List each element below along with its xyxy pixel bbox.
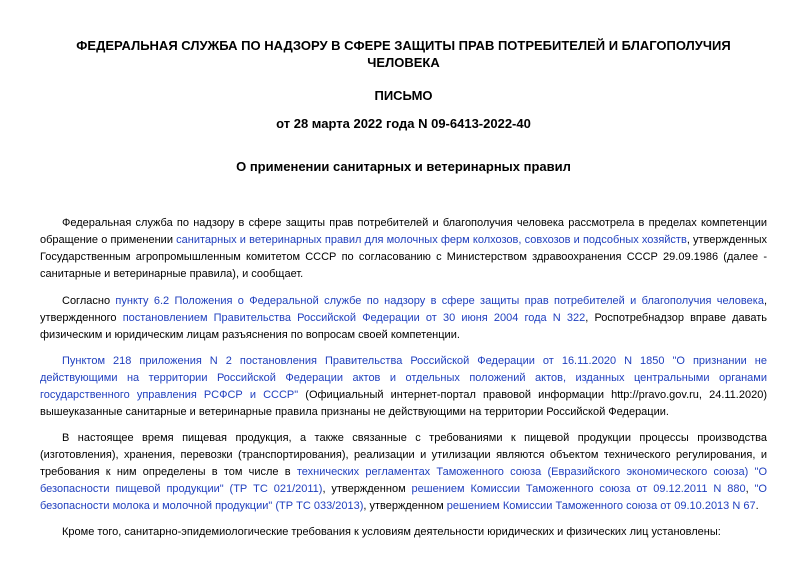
paragraph-2 <box>40 293 767 344</box>
milk-safety-regulation-link[interactable]: "О безопасности молока и молочной продукции" (ТР ТС 033/2013) <box>40 483 767 512</box>
decision-880-link[interactable]: решением Комиссии Таможенного союза от 09.12.2011 N 880 <box>411 483 746 495</box>
paragraph-4 <box>40 430 767 515</box>
paragraph-5 <box>40 524 767 541</box>
p4-text-2: , утвержденном <box>322 483 412 495</box>
document-type: ПИСЬМО <box>374 88 433 103</box>
food-safety-regulation-link[interactable]: технических регламентах Таможенного союза (Евразийского экономического союза) "О безопасности пищевой продукции" (ТР ТС 021/2011) <box>40 466 767 495</box>
p2-text-3: , Роспотребнадзор вправе давать физическим и юридическим лицам разъяснения по вопросам своей компетенции. <box>40 312 767 341</box>
decision-67-link[interactable]: решением Комиссии Таможенного союза от 09.10.2013 N 67 <box>446 500 756 512</box>
document-date: от 28 марта 2022 года N 09-6413-2022-40 <box>276 116 531 131</box>
government-resolution-link[interactable]: постановлением Правительства Российской Федерации от 30 июня 2004 года N 322 <box>122 312 586 324</box>
p4-text-3: , <box>745 483 755 495</box>
paragraph-1 <box>40 215 767 283</box>
p1-text-1: Федеральная служба по надзору в сфере защиты прав потребителей и благополучия человека рассмотрела в пределах компетенции обращение о применении <box>40 217 767 246</box>
p4-text-4: , утвержденном <box>363 500 447 512</box>
paragraph-3 <box>40 353 767 421</box>
p4-text-5: . <box>755 500 759 512</box>
agency-title: ФЕДЕРАЛЬНАЯ СЛУЖБА ПО НАДЗОРУ В СФЕРЕ ЗАЩИТЫ ПРАВ ПОТРЕБИТЕЛЕЙ И БЛАГОПОЛУЧИЯ ЧЕЛОВЕКА <box>76 38 731 70</box>
sanitary-rules-link[interactable]: санитарных и ветеринарных правил для молочных ферм колхозов, совхозов и подсобных хозяйств <box>176 234 687 246</box>
p4-text-1: В настоящее время пищевая продукция, а также связанные с требованиями к пищевой продукции процессы производства (изготовления), хранения, перевозки (транспортирования), реализации и утилизации являются объектом технического регулирования, и требования к ним определены в том числе в <box>40 432 767 478</box>
p1-text-2: , утвержденных Государственным агропромышленным комитетом СССР по согласованию с Министерством здравоохранения СССР 29.09.1986 (далее - санитарные и ветеринарные правила), и сообщает. <box>40 234 767 280</box>
p5-text-1: Кроме того, санитарно-эпидемиологические требования к условиям деятельности юридических и физических лиц установлены: <box>62 526 721 538</box>
resolution-1850-link[interactable]: Пунктом 218 приложения N 2 постановления Правительства Российской Федерации от 16.11.2020 N 1850 "О признании не действующими на территории Российской Федерации актов и отдельных положений актов, изданных центральными органами государственного управления РСФСР и СССР" <box>40 355 767 401</box>
regulation-clause-link[interactable]: пункту 6.2 Положения о Федеральной службе по надзору в сфере защиты прав потребителей и благополучия человека <box>115 295 764 307</box>
p2-text-2: , утвержденного <box>40 295 767 324</box>
p2-text-1: Согласно <box>62 295 116 307</box>
p3-text-1: (Официальный интернет-портал правовой информации http://pravo.gov.ru, 24.11.2020) вышеуказанные санитарные и ветеринарные правила признаны не действующими на территории Российской Федерации. <box>40 389 767 418</box>
document-subject: О применении санитарных и ветеринарных правил <box>236 159 571 174</box>
